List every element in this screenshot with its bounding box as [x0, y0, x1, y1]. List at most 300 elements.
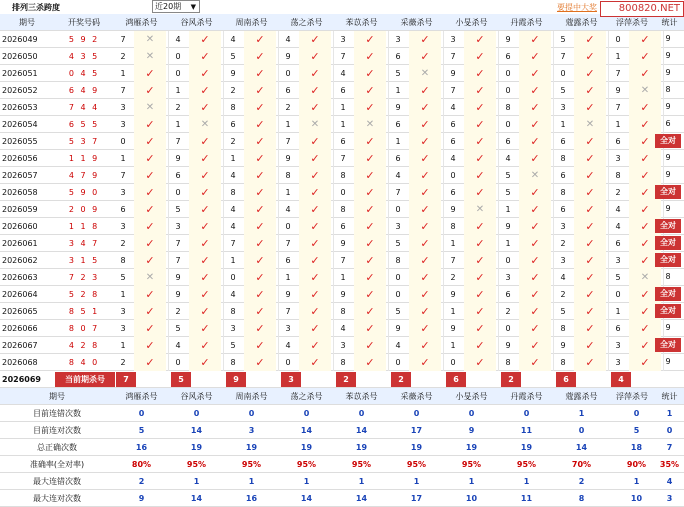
kill-cell [279, 133, 334, 150]
chevron-down-icon: ▼ [190, 3, 196, 11]
cross-icon: ✕ [574, 116, 606, 133]
check-icon: ✓ [519, 269, 551, 286]
kill-number: 7 [120, 35, 126, 44]
check-icon: ✓ [299, 201, 331, 218]
column-header: 采薇杀号 [400, 18, 433, 27]
kill-cell [499, 82, 554, 99]
kill-number: 9 [450, 290, 456, 299]
cross-icon: ✕ [189, 116, 221, 133]
kill-number: 3 [615, 154, 621, 163]
kill-number: 6 [505, 290, 511, 299]
check-icon: ✓ [134, 133, 166, 150]
kill-number: 7 [175, 256, 181, 265]
kill-cell [554, 31, 609, 48]
current-kill-badge: 7 [116, 372, 136, 387]
check-icon: ✓ [519, 320, 551, 337]
kill-number: 4 [230, 205, 236, 214]
check-icon: ✓ [629, 320, 661, 337]
stats-label: 总正确次数 [37, 443, 77, 452]
kill-number: 8 [230, 103, 236, 112]
period-number: 2026054 [2, 120, 38, 129]
kill-cell [114, 218, 169, 235]
kill-number: 5 [175, 324, 181, 333]
kill-number: 6 [560, 171, 566, 180]
stats-value: 8 [578, 494, 585, 503]
kill-cell [499, 201, 554, 218]
kill-number: 0 [175, 69, 181, 78]
kill-cell [334, 82, 389, 99]
stats-value: 95% [241, 460, 262, 469]
period-number: 2026066 [2, 324, 38, 333]
row-total: 全对 [655, 304, 681, 318]
column-header: 荡之杀号 [290, 18, 323, 27]
kill-number: 2 [120, 52, 126, 61]
row-total: 全对 [655, 185, 681, 199]
kill-number: 9 [285, 52, 291, 61]
kill-cell [444, 65, 499, 82]
kill-number: 8 [340, 205, 346, 214]
kill-cell [279, 354, 334, 371]
stats-value: 1 [248, 477, 255, 486]
winning-number: 2 0 9 [68, 205, 100, 214]
kill-number: 5 [505, 188, 511, 197]
kill-number: 1 [230, 256, 236, 265]
kill-number: 0 [395, 290, 401, 299]
kill-number: 5 [120, 273, 126, 282]
check-icon: ✓ [574, 269, 606, 286]
kill-cell [389, 354, 444, 371]
kill-cell [224, 269, 279, 286]
kill-cell [499, 354, 554, 371]
kill-number: 3 [560, 222, 566, 231]
kill-number: 1 [340, 273, 346, 282]
kill-number: 0 [175, 358, 181, 367]
stats-row [0, 490, 684, 507]
kill-cell [334, 116, 389, 133]
kill-cell [169, 269, 224, 286]
check-icon: ✓ [299, 99, 331, 116]
kill-cell [224, 337, 279, 354]
stats-value: 1 [633, 477, 640, 486]
check-icon: ✓ [189, 184, 221, 201]
kill-cell [554, 65, 609, 82]
table-row [0, 218, 684, 235]
kill-cell [389, 99, 444, 116]
row-total: 8 [665, 272, 671, 281]
kill-cell [499, 269, 554, 286]
check-icon: ✓ [519, 218, 551, 235]
check-icon: ✓ [409, 235, 441, 252]
table-row [0, 252, 684, 269]
kill-number: 9 [450, 69, 456, 78]
check-icon: ✓ [629, 201, 661, 218]
kill-cell [169, 65, 224, 82]
check-icon: ✓ [244, 99, 276, 116]
kill-number: 8 [560, 154, 566, 163]
stats-label: 目前连错次数 [33, 409, 81, 418]
row-total: 全对 [655, 219, 681, 233]
kill-cell [169, 82, 224, 99]
kill-number: 4 [395, 171, 401, 180]
column-header: 统计 [661, 18, 678, 27]
check-icon: ✓ [189, 235, 221, 252]
kill-number: 4 [615, 205, 621, 214]
stats-value: 19 [190, 443, 203, 452]
kill-cell [224, 354, 279, 371]
winning-number: 5 2 8 [68, 290, 100, 299]
kill-number: 1 [505, 205, 511, 214]
check-icon: ✓ [244, 286, 276, 303]
kill-cell [389, 218, 444, 235]
column-header: 苯苡杀号 [345, 392, 378, 401]
check-icon: ✓ [629, 286, 661, 303]
kill-number: 6 [615, 137, 621, 146]
kill-number: 9 [395, 324, 401, 333]
column-header: 苯苡杀号 [345, 18, 378, 27]
kill-cell [499, 235, 554, 252]
check-icon: ✓ [299, 235, 331, 252]
check-icon: ✓ [519, 252, 551, 269]
period-number: 2026053 [2, 103, 38, 112]
check-icon: ✓ [189, 99, 221, 116]
stats-label: 目前连对次数 [33, 426, 81, 435]
kill-cell [554, 354, 609, 371]
check-icon: ✓ [244, 235, 276, 252]
table-row [0, 201, 684, 218]
period-number: 2026058 [2, 188, 38, 197]
kill-cell [389, 167, 444, 184]
stats-value: 14 [190, 494, 203, 503]
kill-number: 2 [560, 239, 566, 248]
check-icon: ✓ [189, 218, 221, 235]
stats-label: 最大连错次数 [33, 477, 81, 486]
kill-cell [169, 337, 224, 354]
kill-number: 4 [285, 35, 291, 44]
kill-cell [444, 167, 499, 184]
kill-cell [224, 99, 279, 116]
kill-number: 0 [340, 188, 346, 197]
kill-cell [554, 320, 609, 337]
stats-value: 3 [248, 426, 255, 435]
check-icon: ✓ [409, 48, 441, 65]
kill-number: 4 [450, 103, 456, 112]
row-total: 全对 [655, 253, 681, 267]
check-icon: ✓ [354, 133, 386, 150]
table-row [0, 116, 684, 133]
check-icon: ✓ [134, 320, 166, 337]
check-icon: ✓ [519, 99, 551, 116]
kill-number: 8 [285, 171, 291, 180]
kill-number: 0 [395, 358, 401, 367]
kill-cell [334, 65, 389, 82]
kill-number: 0 [230, 273, 236, 282]
cross-icon: ✕ [464, 201, 496, 218]
kill-number: 3 [395, 222, 401, 231]
kill-number: 0 [505, 324, 511, 333]
period-number: 2026057 [2, 171, 38, 180]
kill-cell [334, 354, 389, 371]
kill-cell [334, 303, 389, 320]
stats-value: 95% [296, 460, 317, 469]
check-icon: ✓ [409, 303, 441, 320]
check-icon: ✓ [464, 184, 496, 201]
column-header: 周南杀号 [235, 392, 268, 401]
check-icon: ✓ [464, 99, 496, 116]
kill-number: 1 [120, 69, 126, 78]
kill-number: 0 [285, 69, 291, 78]
kill-number: 0 [285, 358, 291, 367]
stats-value: 11 [520, 494, 533, 503]
kill-number: 2 [120, 358, 126, 367]
kill-cell [444, 354, 499, 371]
kill-number: 3 [120, 120, 126, 129]
kill-number: 6 [395, 120, 401, 129]
kill-number: 7 [230, 239, 236, 248]
row-total: 9 [665, 204, 671, 213]
stats-value: 10 [465, 494, 478, 503]
cross-icon: ✕ [409, 65, 441, 82]
kill-cell [114, 65, 169, 82]
check-icon: ✓ [244, 320, 276, 337]
kill-number: 7 [450, 86, 456, 95]
period-number: 2026056 [2, 154, 38, 163]
current-kill-badge: 5 [171, 372, 191, 387]
kill-number: 0 [615, 35, 621, 44]
stats-value: 19 [465, 443, 478, 452]
kill-cell [279, 150, 334, 167]
kill-cell [114, 201, 169, 218]
check-icon: ✓ [464, 48, 496, 65]
check-icon: ✓ [299, 82, 331, 99]
kill-number: 6 [285, 86, 291, 95]
kill-cell [554, 48, 609, 65]
kill-number: 2 [175, 307, 181, 316]
kill-cell [554, 337, 609, 354]
kill-number: 9 [340, 239, 346, 248]
kill-number: 3 [615, 341, 621, 350]
check-icon: ✓ [574, 337, 606, 354]
kill-number: 8 [560, 324, 566, 333]
kill-number: 8 [340, 358, 346, 367]
kill-number: 0 [505, 256, 511, 265]
check-icon: ✓ [409, 184, 441, 201]
stats-value: 1 [666, 409, 673, 418]
kill-cell [224, 31, 279, 48]
kill-cell [444, 82, 499, 99]
kill-cell [279, 167, 334, 184]
stats-value: 9 [138, 494, 145, 503]
check-icon: ✓ [299, 167, 331, 184]
check-icon: ✓ [354, 167, 386, 184]
winning-number: 5 9 2 [68, 35, 100, 44]
kill-number: 1 [285, 273, 291, 282]
winning-number: 6 5 5 [68, 120, 100, 129]
check-icon: ✓ [629, 99, 661, 116]
kill-number: 6 [505, 52, 511, 61]
kill-cell [114, 150, 169, 167]
kill-cell [169, 303, 224, 320]
kill-number: 4 [395, 341, 401, 350]
kill-cell [279, 201, 334, 218]
check-icon: ✓ [244, 82, 276, 99]
stats-value: 0 [523, 409, 530, 418]
kill-number: 8 [340, 307, 346, 316]
check-icon: ✓ [354, 48, 386, 65]
kill-number: 3 [505, 273, 511, 282]
kill-number: 1 [175, 120, 181, 129]
kill-cell [389, 252, 444, 269]
check-icon: ✓ [629, 133, 661, 150]
kill-cell [169, 354, 224, 371]
kill-number: 6 [340, 86, 346, 95]
check-icon: ✓ [189, 354, 221, 371]
kill-cell [169, 252, 224, 269]
stats-value: 14 [355, 426, 368, 435]
kill-number: 0 [505, 69, 511, 78]
kill-number: 1 [560, 120, 566, 129]
row-total: 9 [665, 357, 671, 366]
kill-cell [499, 337, 554, 354]
kill-number: 5 [395, 307, 401, 316]
check-icon: ✓ [244, 218, 276, 235]
stats-value: 14 [575, 443, 588, 452]
kill-number: 7 [560, 52, 566, 61]
stats-value: 18 [630, 443, 643, 452]
period-select[interactable] [152, 0, 200, 13]
check-icon: ✓ [464, 167, 496, 184]
check-icon: ✓ [299, 184, 331, 201]
kill-number: 3 [175, 222, 181, 231]
check-icon: ✓ [519, 303, 551, 320]
kill-number: 8 [560, 188, 566, 197]
stats-value: 2 [138, 477, 145, 486]
kill-cell [279, 116, 334, 133]
kill-number: 7 [395, 188, 401, 197]
kill-cell [554, 82, 609, 99]
stats-value: 80% [131, 460, 152, 469]
kill-cell [389, 116, 444, 133]
kill-cell [389, 269, 444, 286]
kill-cell [444, 337, 499, 354]
kill-cell [389, 184, 444, 201]
kill-cell [279, 48, 334, 65]
check-icon: ✓ [519, 150, 551, 167]
promo-link[interactable]: 要提中大奖 [557, 3, 597, 12]
current-kill-label: 当前期杀号 [55, 372, 115, 387]
kill-cell [444, 133, 499, 150]
kill-number: 4 [340, 69, 346, 78]
table-row [0, 269, 684, 286]
check-icon: ✓ [189, 48, 221, 65]
kill-number: 2 [560, 290, 566, 299]
kill-number: 9 [285, 154, 291, 163]
kill-cell [224, 82, 279, 99]
current-period-row [0, 371, 684, 388]
kill-number: 6 [560, 205, 566, 214]
kill-number: 9 [175, 154, 181, 163]
check-icon: ✓ [519, 48, 551, 65]
check-icon: ✓ [244, 184, 276, 201]
kill-number: 6 [615, 324, 621, 333]
kill-cell [279, 269, 334, 286]
stats-row [0, 422, 684, 439]
kill-number: 6 [230, 120, 236, 129]
stats-value: 5 [633, 426, 640, 435]
period-number: 2026065 [2, 307, 38, 316]
kill-cell [169, 201, 224, 218]
table-row [0, 354, 684, 371]
check-icon: ✓ [244, 167, 276, 184]
check-icon: ✓ [134, 252, 166, 269]
period-number: 2026069 [2, 375, 41, 384]
check-icon: ✓ [629, 48, 661, 65]
check-icon: ✓ [134, 150, 166, 167]
kill-cell [334, 269, 389, 286]
kill-cell [334, 99, 389, 116]
kill-cell [334, 48, 389, 65]
check-icon: ✓ [629, 235, 661, 252]
check-icon: ✓ [244, 48, 276, 65]
current-kill-badge: 9 [226, 372, 246, 387]
stats-value: 19 [355, 443, 368, 452]
check-icon: ✓ [299, 354, 331, 371]
kill-cell [224, 133, 279, 150]
stats-value: 11 [520, 426, 533, 435]
check-icon: ✓ [409, 99, 441, 116]
row-total: 6 [665, 119, 671, 128]
check-icon: ✓ [574, 235, 606, 252]
check-icon: ✓ [244, 303, 276, 320]
kill-number: 0 [175, 188, 181, 197]
kill-cell [114, 303, 169, 320]
kill-cell [169, 320, 224, 337]
check-icon: ✓ [354, 184, 386, 201]
winning-number: 4 3 5 [68, 52, 100, 61]
row-total: 9 [665, 153, 671, 162]
check-icon: ✓ [409, 201, 441, 218]
kill-number: 6 [175, 171, 181, 180]
period-number: 2026068 [2, 358, 38, 367]
cross-icon: ✕ [134, 48, 166, 65]
table-header [0, 14, 684, 31]
table-row [0, 82, 684, 99]
check-icon: ✓ [354, 65, 386, 82]
stats-row [0, 456, 684, 473]
winning-number: 4 7 9 [68, 171, 100, 180]
column-header: 期号 [19, 18, 35, 27]
row-total: 全对 [655, 287, 681, 301]
kill-cell [224, 65, 279, 82]
kill-cell [334, 150, 389, 167]
check-icon: ✓ [519, 354, 551, 371]
kill-number: 2 [230, 137, 236, 146]
kill-cell [224, 150, 279, 167]
kill-cell [334, 133, 389, 150]
check-icon: ✓ [464, 150, 496, 167]
kill-number: 4 [615, 222, 621, 231]
check-icon: ✓ [409, 269, 441, 286]
cross-icon: ✕ [134, 31, 166, 48]
current-kill-badge: 2 [391, 372, 411, 387]
check-icon: ✓ [189, 320, 221, 337]
kill-number: 1 [340, 120, 346, 129]
current-kill-badge: 6 [556, 372, 576, 387]
kill-cell [114, 235, 169, 252]
kill-number: 8 [505, 103, 511, 112]
check-icon: ✓ [574, 65, 606, 82]
check-icon: ✓ [464, 320, 496, 337]
cross-icon: ✕ [354, 116, 386, 133]
